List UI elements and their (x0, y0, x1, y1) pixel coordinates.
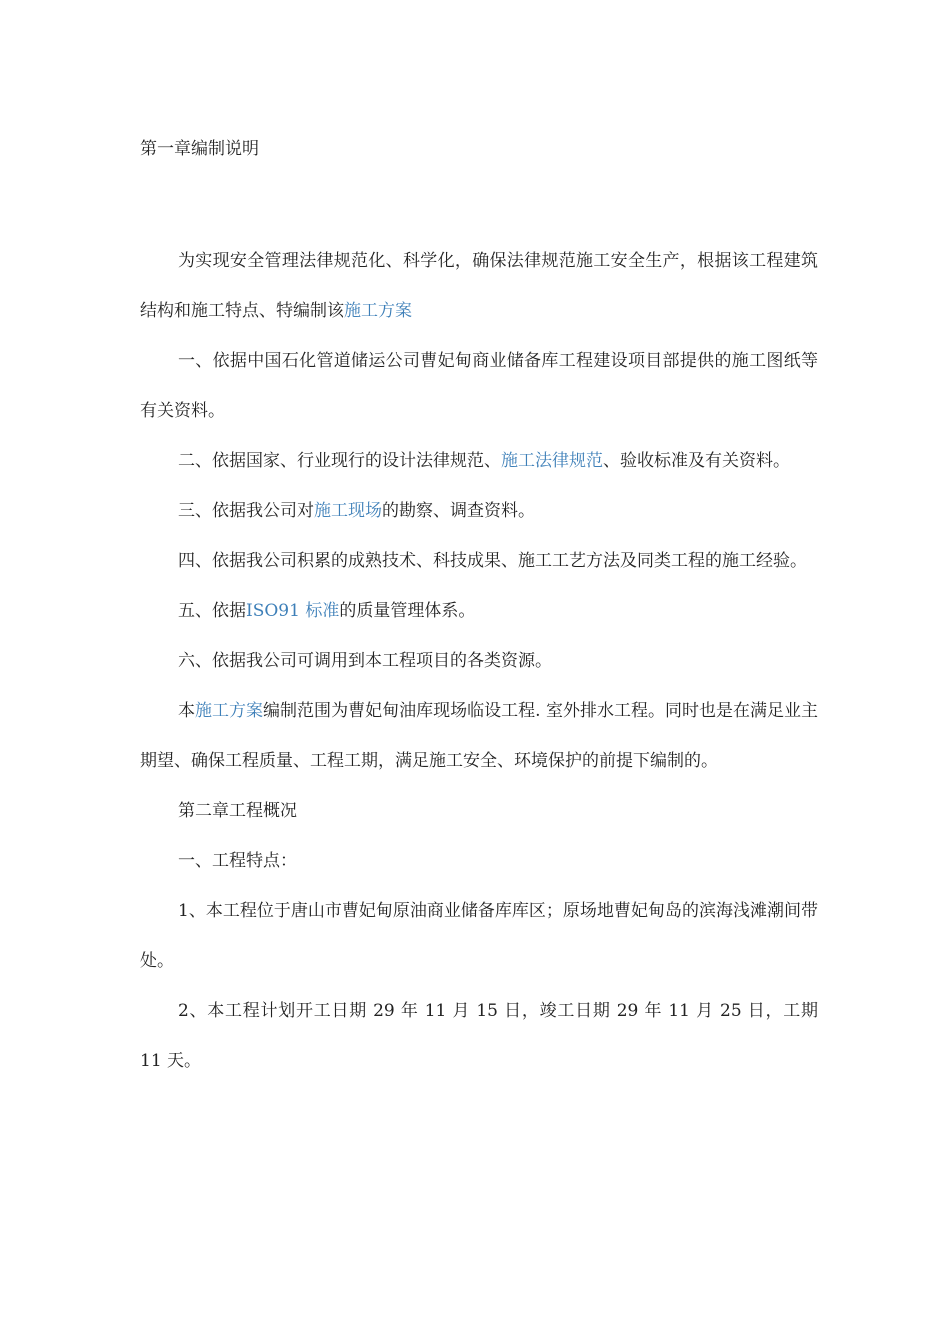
inline-link[interactable]: 施工法律规范 (501, 451, 603, 471)
paragraph-text: 第二章工程概况 (178, 801, 297, 821)
paragraph (140, 836, 818, 886)
paragraph (140, 536, 818, 586)
paragraph-text: 六、依据我公司可调用到本工程项目的各类资源。 (178, 651, 552, 671)
paragraph-text: 为实现安全管理法律规范化、科学化，确保法律规范施工安全生产，根据该工程建筑结构和施工特点、特编制该 (140, 251, 818, 321)
paragraph-text: 三、依据我公司对 (178, 501, 314, 521)
paragraph (140, 886, 818, 986)
paragraph-text: 编制范围为曹妃甸油库现场临设工程. 室外排水工程。同时也是在满足业主期望、确保工程质量、工程工期，满足施工安全、环境保护的前提下编制的。 (140, 701, 819, 771)
paragraph-text: 2、本工程计划开工日期 29 年 11 月 15 日，竣工日期 29 年 11 月 25 日，工期 11 天。 (140, 1001, 818, 1071)
paragraph-text: 五、依据 (178, 601, 246, 621)
paragraph-text: 一、依据中国石化管道储运公司曹妃甸商业储备库工程建设项目部提供的施工图纸等有关资料。 (140, 351, 818, 421)
paragraph-text: 本 (178, 701, 196, 721)
paragraph (140, 336, 818, 436)
paragraph (140, 436, 818, 486)
paragraph (140, 486, 818, 536)
paragraph (140, 236, 818, 336)
document-body (140, 236, 818, 1086)
inline-link[interactable]: ISO91 标准 (246, 601, 340, 621)
paragraph (140, 686, 818, 786)
paragraph (140, 636, 818, 686)
paragraph (140, 586, 818, 636)
chapter-heading: 第一章编制说明 (140, 139, 259, 159)
paragraph (140, 786, 818, 836)
paragraph-text: 的勘察、调查资料。 (382, 501, 535, 521)
paragraph-text: 一、工程特点： (178, 851, 297, 871)
paragraph-text: 、验收标准及有关资料。 (603, 451, 790, 471)
paragraph-text: 1、本工程位于唐山市曹妃甸原油商业储备库库区；原场地曹妃甸岛的滨海浅滩潮间带处。 (140, 901, 818, 971)
paragraph (140, 986, 818, 1086)
paragraph-text: 四、依据我公司积累的成熟技术、科技成果、施工工艺方法及同类工程的施工经验。 (178, 551, 807, 571)
inline-link[interactable]: 施工方案 (344, 301, 412, 321)
paragraph-text: 二、依据国家、行业现行的设计法律规范、 (178, 451, 501, 471)
inline-link[interactable]: 施工现场 (314, 501, 382, 521)
paragraph-text: 的质量管理体系。 (339, 601, 476, 621)
inline-link[interactable]: 施工方案 (195, 701, 264, 721)
